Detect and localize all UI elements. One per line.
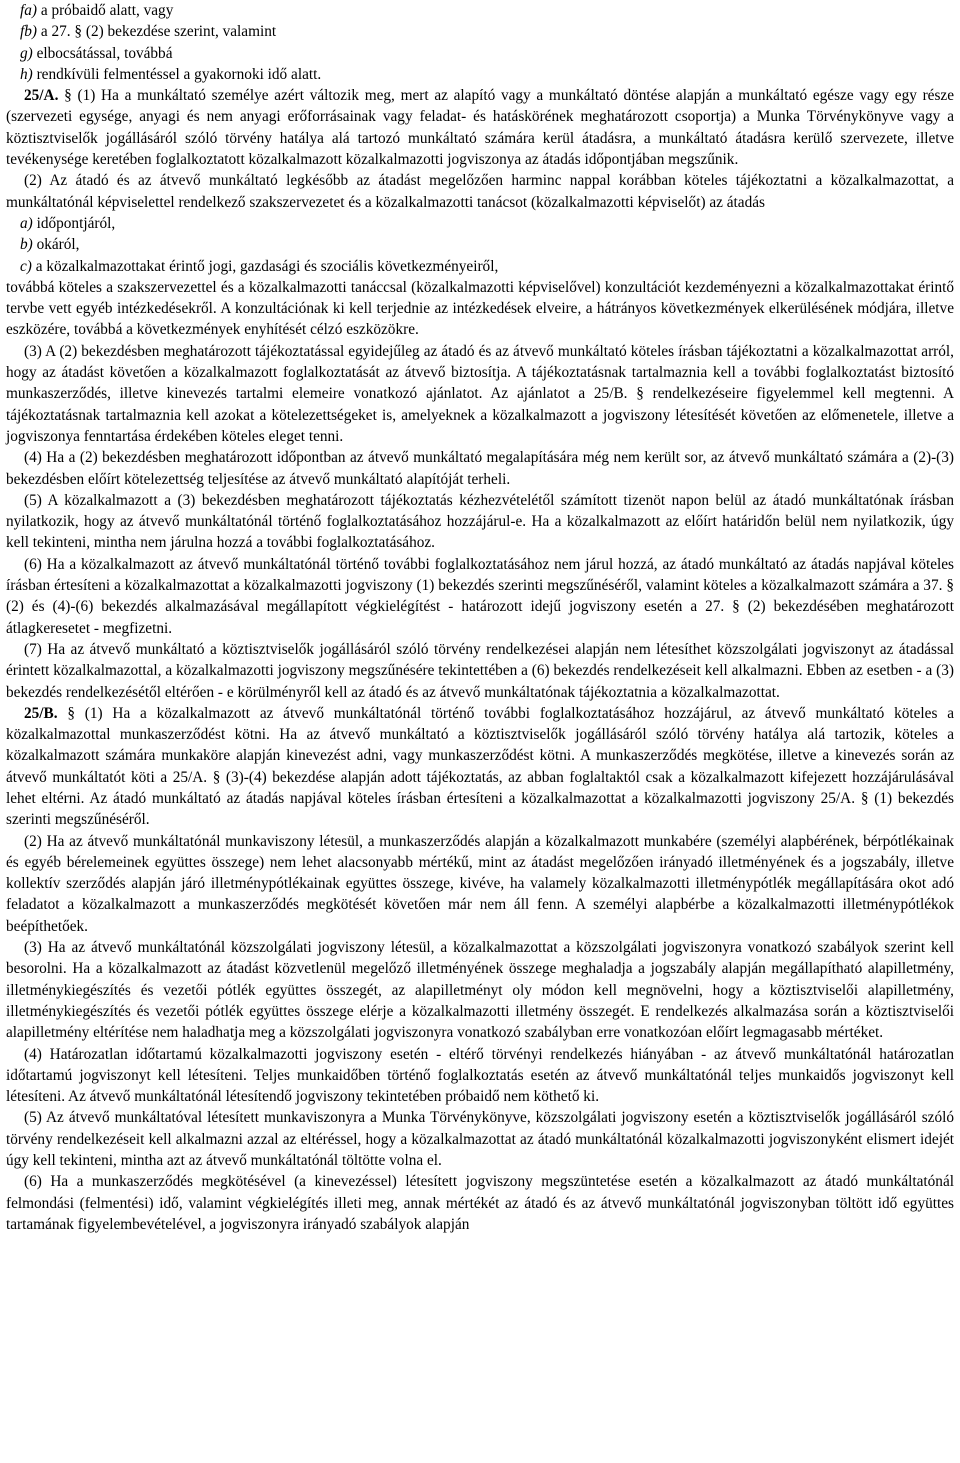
item-text: okáról, xyxy=(32,236,80,254)
list-item-h xyxy=(6,64,954,85)
section-number: 25/B. xyxy=(24,704,58,722)
section-25a-paragraph-6: (6) Ha a közalkalmazott az átvevő munkáltatónál történő további foglalkoztatásához nem járul hozzá, az átadó munkáltató az átadás napjával köteles írásban értesíteni a közalkalmazottat a közalkalmazotti jogviszony (1) bekezdés szerinti megszűnéséről, valamint köteles a közalkalmazott számára a 37. § (2) és (4)-(6) bekezdés alkalmazásával megállapított végkielégítést - határozott idejű jogviszony esetén a 27. § (2) bekezdésében meghatározott átlagkeresetet - megfizetni. xyxy=(6,555,954,637)
sub-item-c xyxy=(6,256,954,277)
list-item-fa xyxy=(6,0,954,21)
item-text: időpontjáról, xyxy=(32,214,116,232)
item-text: a próbaidő alatt, vagy xyxy=(37,2,174,19)
paragraph-text: § (1) Ha a közalkalmazott az átvevő munkáltatónál történő további foglalkoztatásához hozzájárul, az átvevő munkáltató köteles a közalkalmazottal munkaszerződést kötni. Ha az átvevő munkáltató a köztisztviselők jogállásáról szóló törvény hatálya alá tartozik, köteles a közalkalmazott számára munkaköre alapján kinevezést adni, vagy munkaszerződést kötni. A munkaszerződés megkötése, illetve a kinevezés során az átvevő munkáltatót köti a 25/A. § (3)-(4) bekezdése alapján adott tájékoztatás, az abban foglaltaktól csak a közalkalmazott kifejezett hozzájárulásával lehet eltérni. Az átadó munkáltató az átadás napjával köteles írásban értesíteni a közalkalmazottat a közalkalmazotti jogviszony 25/A. § (1) bekezdés szerinti megszűnéséről. xyxy=(6,704,954,829)
section-25b-paragraph-6: (6) Ha a munkaszerződés megkötésével (a kinevezéssel) létesített jogviszony megszüntetése esetén a közalkalmazott az átadó munkáltatónál felmondási (felmentési) idő, valamint végkielégítés illeti meg, annak mértékét az átadó és az átvevő munkáltatónál jogviszonyban töltött idő együttes tartamának figyelembevételével, a jogviszonyra irányadó szabályok alapján xyxy=(6,1173,954,1233)
section-25a-paragraph-1 xyxy=(6,85,954,170)
section-25b-paragraph-5: (5) Az átvevő munkáltatóval létesített munkaviszonyra a Munka Törvénykönyve, közszolgálati jogviszony esetén a köztisztviselők jogállásáról szóló törvény rendelkezéseit kell alkalmazni azzal az eltéréssel, hogy a közalkalmazottat az átadó munkáltatónál közalkalmazotti jogviszonyként elismert idejét úgy kell tekinteni, mintha azt az átvevő munkáltatónál töltötte volna el. xyxy=(6,1109,954,1170)
sub-item-a xyxy=(6,213,954,234)
item-label: fb) xyxy=(20,23,37,41)
section-25b-paragraph-4: (4) Határozatlan időtartamú közalkalmazotti jogviszony esetén - eltérő törvényi rendelkezés hiányában - az átvevő munkáltatónál határozatlan időtartamú jogviszonyt kell létesíteni. Teljes munkaidőben történő foglalkoztatás esetén az átvevő munkáltatónál teljes munkaidős jogviszonyt kell létesíteni. Az átvevő munkáltatónál létesítendő jogviszony tekintetében próbaidő nem köthető ki. xyxy=(6,1045,954,1106)
section-25a-paragraph-5: (5) A közalkalmazott a (3) bekezdésben meghatározott tájékoztatás kézhezvételétől számított tizenöt napon belül az átadó munkáltatónak írásban nyilatkozik, hogy az átvevő munkáltatónál történő foglalkoztatásához hozzájárul-e. Ha a közalkalmazott az előírt határidőn belül nem nyilatkozik, úgy kell tekinteni, mintha nem járulna hozzá a további foglalkoztatásához. xyxy=(6,491,954,552)
item-label: c) xyxy=(20,257,32,275)
section-25a-paragraph-3: (3) A (2) bekezdésben meghatározott tájékoztatással egyidejűleg az átadó és az átvevő munkáltató köteles írásban tájékoztatni a közalkalmazottat arról, hogy az átadást követően a közalkalmazott foglalkoztatását az átvevő biztosítja. A tájékoztatásnak tartalmaznia kell a további foglalkoztatást biztosító munkaszerződés, illetve kinevezés tartalmi elemeire vonatkozó ajánlatot. Az ajánlatot a 25/B. § rendelkezéseire figyelemmel kell megtenni. A tájékoztatásnak tartalmaznia kell azokat a kötelezettségeket is, amelyeknek a közalkalmazott a jogviszony létesítését követően az előmenetele, illetve a jogviszonya fenntartása érdekében köteles eleget tenni. xyxy=(6,342,954,445)
item-label: a) xyxy=(20,214,33,232)
paragraph-text: § (1) Ha a munkáltató személye azért változik meg, mert az alapító vagy a munkáltató döntése alapján a munkáltató egésze vagy egy része (szervezeti egysége, anyagi és nem anyagi erőforrásainak vagy feladat- és hatáskörének meghatározott csoportja) a Munka Törvénykönyve vagy a köztisztviselők jogállásáról szóló törvény hatálya alá tartozó munkáltató számára kerül átadásra, a munkáltató átadásra kerülő szervezete, illetve tevékenysége keretében foglalkoztatott közalkalmazott közalkalmazotti jogviszonya az átadás időpontjában megszűnik. xyxy=(6,87,954,169)
item-label: fa) xyxy=(20,2,37,19)
sub-item-b xyxy=(6,234,954,255)
section-25a-paragraph-2-continued: továbbá köteles a szakszervezettel és a közalkalmazotti tanáccsal (közalkalmazotti képviselővel) konzultációt kezdeményezni a közalkalmazottakat érintő tervbe vett egyéb intézkedésekről. A konzultációnak ki kell terjednie az intézkedések elveire, a hátrányos következmények elkerülésének módjára, illetve eszközére, továbbá a következmények enyhítését célzó eszközökre. xyxy=(6,278,954,339)
section-25b-paragraph-3: (3) Ha az átvevő munkáltatónál közszolgálati jogviszony létesül, a közalkalmazottat a közszolgálati jogviszonyra vonatkozó szabályok szerint kell besorolni. Ha a közalkalmazott az átadást közvetlenül megelőző illetményének összege meghaladja a jogszabály alapján megállapítható alapilletmény, illetménykiegészítés és vezetői pótlék együttes összegét, az alapilletményt oly módon kell megnövelni, hogy a köztisztviselői alapilletmény, illetménykiegészítés és vezetői pótlék együttes összege elérje a közalkalmazotti illetmény összegét. E rendelkezés alkalmazása során a köztisztviselői alapilletmény eltérítése nem haladhatja meg a közszolgálati jogviszonyra vonatkozó szabályban erre vonatkozóan előírt legmagasabb mértéket. xyxy=(6,939,954,1042)
item-text: rendkívüli felmentéssel a gyakornoki idő alatt. xyxy=(32,65,322,83)
section-25a-paragraph-4: (4) Ha a (2) bekezdésben meghatározott időpontban az átvevő munkáltató megalapítására még nem került sor, az átvevő munkáltató számára a (2)-(3) bekezdésben előírt kötelezettség teljesítése az átvevő munkáltató alapítóját terheli. xyxy=(6,449,954,488)
section-25b-paragraph-2: (2) Ha az átvevő munkáltatónál munkaviszony létesül, a munkaszerződés alapján a közalkalmazott munkabére (személyi alapbérének, bérpótlékainak és egyéb bérelemeinek együttes összege) nem lehet alacsonyabb mértékű, mint az átadást megelőzően irányadó illetményének és a jogszabály, illetve kollektív szerződés alapján járó illetménypótlékainak együttes összege, kivéve, ha valamely közalkalmazotti illetménypótlék megállapítására okot adó feladatot a közalkalmazott a munkaszerződés megkötését követően már nem áll fenn. A személyi alapbérbe a közalkalmazotti illetménypótlékok beépíthetőek. xyxy=(6,832,954,935)
section-25a-paragraph-2: (2) Az átadó és az átvevő munkáltató legkésőbb az átadást megelőzően harminc nappal korábban köteles tájékoztatni a közalkalmazottat, a munkáltatónál képviselettel rendelkező szakszervezetet és a közalkalmazotti tanácsot (közalkalmazotti képviselőt) az átadás xyxy=(6,172,954,211)
item-text: a közalkalmazottakat érintő jogi, gazdasági és szociális következményeiről, xyxy=(31,257,499,275)
section-number: 25/A. xyxy=(24,87,59,105)
item-text: a 27. § (2) bekezdése szerint, valamint xyxy=(37,23,277,41)
section-25b-paragraph-1 xyxy=(6,703,954,831)
item-label: g) xyxy=(20,44,33,62)
item-label: b) xyxy=(20,236,33,254)
list-item-g xyxy=(6,43,954,64)
item-text: elbocsátással, továbbá xyxy=(32,44,173,62)
item-label: h) xyxy=(20,65,33,83)
list-item-fb xyxy=(6,21,954,42)
section-25a-paragraph-7: (7) Ha az átvevő munkáltató a köztisztviselők jogállásáról szóló törvény rendelkezései alapján nem létesíthet közszolgálati jogviszonyt az átadással érintett közalkalmazottal, a közalkalmazotti jogviszony megszűnésére tekintettében a (6) bekezdés rendelkezéseit kell alkalmazni. Ebben az esetben - a (3) bekezdés rendelkezésétől eltérően - e körülményről kell az átadó és az átvevő munkáltatónak tájékoztatnia a közalkalmazottat. xyxy=(6,640,954,701)
